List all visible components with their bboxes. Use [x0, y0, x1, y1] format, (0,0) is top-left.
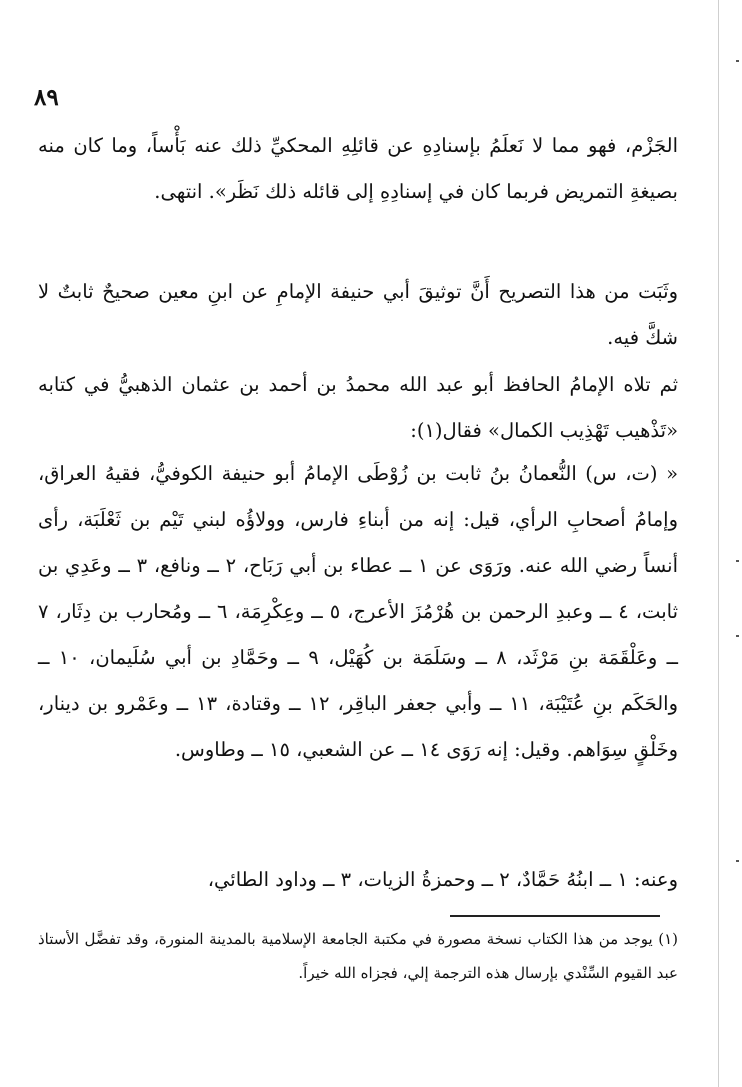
page-edge-mark: [736, 860, 739, 862]
page-edge-line: [718, 0, 719, 1087]
paragraph-quote-end: الجَزْم، فهو مما لا نَعلَمُ بإسنادِهِ عن قائلِهِ المحكيِّ ذلك عنه بَأْساً، وما كان منه بصيغةِ التمريض فربما كان في إسنادِهِ إلى قائله ذلك نَظَر». انتهى.: [38, 134, 678, 203]
page-edge-mark: [736, 60, 739, 62]
page-number: ٨٩: [34, 84, 59, 111]
footnote: (١) يوجد من هذا الكتاب نسخة مصورة في مكتبة الجامعة الإسلامية بالمدينة المنورة، وقد تفضَّل الأستاذ عبد القيوم السِّنْدي بإرسال هذه الترجمة إلي، فجزاه الله خيراً.: [38, 930, 678, 982]
page-edge-mark: [736, 560, 739, 562]
footnote-divider: [450, 915, 660, 917]
paragraph-conclusion: وثَبَت من هذا التصريح أَنَّ توثيقَ أبي حنيفة الإمامِ عن ابنِ معين صحيحٌ ثابتٌ لا شكَّ فيه.: [38, 280, 678, 349]
paragraph-dhahabi-intro: ثم تلاه الإمامُ الحافظ أبو عبد الله محمدُ بن أحمد بن عثمان الذهبيُّ في كتابه «تَذْهيب تَهْذِيب الكمال» فقال(١):: [38, 373, 678, 442]
paragraph-biography: « (ت، س) النُّعمانُ بنُ ثابت بن زُوْطَى الإمامُ أبو حنيفة الكوفيُّ، فقيهُ العراق، وإمامُ أصحابِ الرأي، قيل: إنه من أبناءِ فارس، وولاؤُه لبني تَيْم بن ثَعْلَبَة، رأى أنساً رضي الله عنه. ورَوَى عن ١ ــ عطاء بن أبي رَبَاح، ٢ ــ ونافع، ٣ ــ وعَدِي بن ثابت، ٤ ــ وعبدِ الرحمن بن هُرْمُزَ الأعرج، ٥ ــ وعِكْرِمَة، ٦ ــ ومُحارب بن دِثَار، ٧ ــ وعَلْقَمَة بنِ مَرْثَد، ٨ ــ وسَلَمَة بن كُهَيْل، ٩ ــ وحَمَّادِ بن أبي سُلَيمان، ١٠ ــ والحَكَم بنِ عُتَيْبَة، ١١ ــ وأبي جعفر الباقِر، ١٢ ــ وقتادة، ١٣ ــ وعَمْرو بن دينار، وخَلْقٍ سِوَاهم. وقيل: إنه رَوَى ١٤ ــ عن الشعبي، ١٥ ــ وطاوس.: [38, 462, 679, 761]
paragraph-students: وعنه: ١ ــ ابنُهُ حَمَّادٌ، ٢ ــ وحمزةُ الزيات، ٣ ــ وداود الطائي،: [207, 868, 678, 891]
page-edge-mark: [736, 635, 739, 637]
